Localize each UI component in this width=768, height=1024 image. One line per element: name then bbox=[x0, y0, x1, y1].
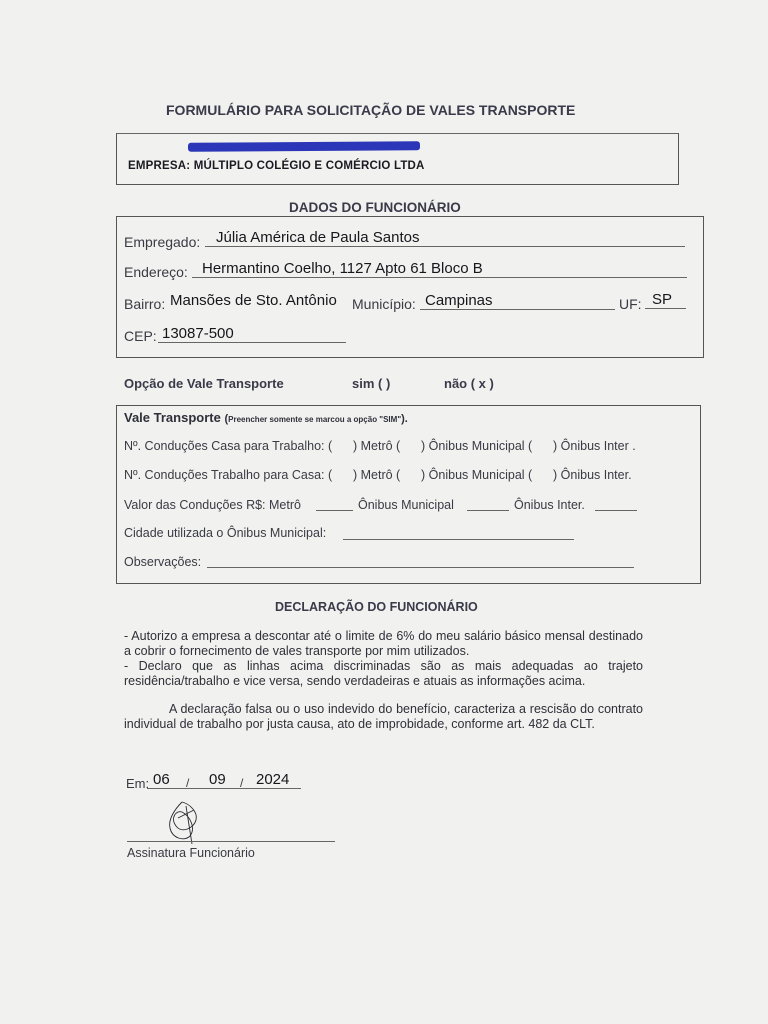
city-value: Campinas bbox=[425, 292, 493, 309]
option-yes: sim ( ) bbox=[352, 376, 391, 391]
notes-underline bbox=[207, 567, 634, 568]
signature-underline bbox=[127, 841, 335, 842]
city-bus-underline bbox=[343, 539, 574, 540]
bus-city-value-label: Ônibus Municipal bbox=[358, 498, 454, 512]
address-value: Hermantino Coelho, 1127 Apto 61 Bloco B bbox=[202, 260, 483, 277]
transport-values-label: Valor das Conduções R$: Metrô bbox=[124, 498, 301, 512]
declaration-heading: DECLARAÇÃO DO FUNCIONÁRIO bbox=[275, 600, 478, 614]
city-underline bbox=[420, 309, 615, 310]
zip-underline bbox=[158, 342, 346, 343]
handwritten-signature bbox=[160, 798, 208, 846]
transport-note-open: ( bbox=[224, 413, 229, 425]
address-label: Endereço: bbox=[124, 264, 188, 280]
transport-note-close: ). bbox=[401, 413, 408, 425]
declaration-paragraph-2: - Declaro que as linhas acima discriminadas são as mais adequadas ao trajeto residência/trabalho e vice versa, sendo verdadeiras e atuais as informações acima. bbox=[124, 659, 643, 688]
transport-heading-note: Preencher somente se marcou a opção "SIM" bbox=[228, 415, 402, 424]
metro-value-underline bbox=[316, 510, 353, 511]
district-label: Bairro: bbox=[124, 296, 166, 312]
city-label: Município: bbox=[352, 296, 416, 312]
date-month: 09 bbox=[209, 771, 226, 788]
state-value: SP bbox=[652, 291, 673, 308]
date-separator-1: / bbox=[186, 776, 190, 790]
company-name: EMPRESA: MÚLTIPLO COLÉGIO E COMÉRCIO LTDA bbox=[128, 160, 425, 172]
declaration-paragraph-1: - Autorizo a empresa a descontar até o limite de 6% do meu salário básico mensal destinado a cobrir o fornecimento de vales transporte por mim utilizados. bbox=[124, 629, 643, 658]
employee-label: Empregado: bbox=[124, 234, 201, 250]
date-separator-2: / bbox=[240, 776, 244, 790]
transport-row-home-to-work: Nº. Conduções Casa para Trabalho: ( ) Metrô ( ) Ônibus Municipal ( ) Ônibus Inter . bbox=[124, 439, 636, 453]
bus-inter-value-label: Ônibus Inter. bbox=[514, 498, 585, 512]
bus-city-value-underline bbox=[467, 510, 509, 511]
option-label: Opção de Vale Transporte bbox=[124, 376, 284, 391]
zip-label: CEP: bbox=[124, 328, 157, 344]
transport-box bbox=[116, 405, 701, 584]
date-day: 06 bbox=[153, 771, 170, 788]
date-underline bbox=[147, 788, 301, 789]
date-year: 2024 bbox=[256, 771, 290, 788]
date-label: Em: bbox=[126, 776, 150, 791]
transport-heading bbox=[124, 410, 408, 425]
declaration-paragraph-3: A declaração falsa ou o uso indevido do benefício, caracteriza a rescisão do contrato individual de trabalho por justa causa, ato de improbidade, conforme art. 482 da CLT. bbox=[124, 702, 643, 731]
form-title: FORMULÁRIO PARA SOLICITAÇÃO DE VALES TRANSPORTE bbox=[166, 102, 576, 118]
redaction-mark bbox=[188, 141, 420, 152]
employee-value: Júlia América de Paula Santos bbox=[216, 229, 420, 246]
option-no: não ( x ) bbox=[444, 376, 494, 391]
city-bus-label: Cidade utilizada o Ônibus Municipal: bbox=[124, 526, 327, 540]
notes-label: Observações: bbox=[124, 555, 202, 569]
signature-label: Assinatura Funcionário bbox=[127, 846, 255, 860]
transport-row-work-to-home: Nº. Conduções Trabalho para Casa: ( ) Metrô ( ) Ônibus Municipal ( ) Ônibus Inter. bbox=[124, 468, 632, 482]
bus-inter-value-underline bbox=[595, 510, 637, 511]
employee-underline bbox=[205, 246, 685, 247]
state-underline bbox=[645, 308, 686, 309]
district-value: Mansões de Sto. Antônio bbox=[170, 292, 337, 309]
state-label: UF: bbox=[619, 296, 642, 312]
transport-heading-title: Vale Transporte bbox=[124, 410, 221, 425]
zip-value: 13087-500 bbox=[162, 325, 234, 342]
employee-section-heading: DADOS DO FUNCIONÁRIO bbox=[289, 200, 461, 215]
address-underline bbox=[192, 277, 687, 278]
